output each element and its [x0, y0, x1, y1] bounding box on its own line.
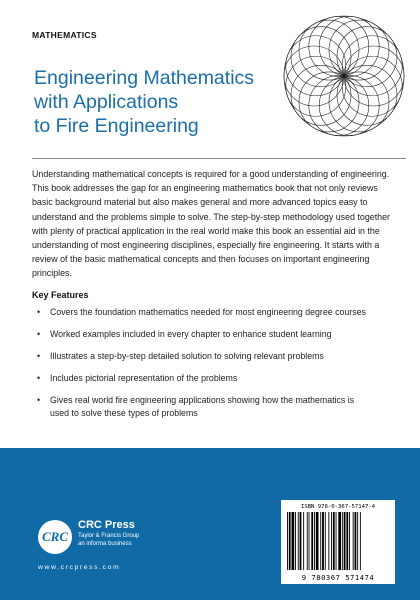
barcode-bar: [320, 512, 321, 570]
barcode-bar: [322, 512, 324, 570]
feature-text: Worked examples included in every chapter to enhance student learning: [50, 329, 332, 339]
title-line-3: to Fire Engineering: [34, 115, 199, 137]
bullet-icon: •: [37, 329, 41, 339]
divider-line: [32, 158, 406, 159]
barcode-bar: [333, 512, 335, 570]
bullet-icon: •: [37, 373, 41, 383]
list-item: [37, 328, 372, 341]
barcode-bar: [307, 512, 308, 570]
barcode-bar: [353, 512, 354, 570]
list-item: [37, 372, 372, 385]
barcode-bar: [360, 512, 361, 570]
bullet-icon: •: [37, 351, 41, 361]
key-features-list: [37, 306, 372, 429]
barcode-bar: [336, 512, 337, 570]
book-description: Understanding mathematical concepts is required for a good understanding of engineering. This book addresses the gap for an engineering mathematics book that not only reviews basic background material but also makes general and more advanced topics easy to understand and the problems simple to solve. The step-by-step methodology used together with plenty of practical application in the real world make this book an essential aid in the understanding of most engineering disciplines, especially fire engineering. It starts with a review of the basic mathematical concepts and then focuses on important engineering principles.: [32, 169, 391, 279]
feature-text: Gives real world fire engineering applications showing how the mathematics is used to solve these types of problems: [50, 395, 355, 419]
bullet-icon: •: [37, 307, 41, 317]
barcode-bar: [349, 512, 350, 570]
barcode-bar: [328, 512, 329, 570]
title-line-2: with Applications: [34, 91, 179, 113]
publisher-name: CRC Press: [78, 519, 135, 531]
publisher-website: www.crcpress.com: [38, 564, 121, 571]
publisher-group: Taylor & Francis Group: [78, 533, 140, 539]
list-item: [37, 394, 372, 421]
barcode-bar: [309, 512, 310, 570]
barcode-bar: [346, 512, 348, 570]
barcode-digits: 9 780367 571474: [301, 573, 375, 582]
barcode-bar: [331, 512, 332, 570]
barcode-bar: [325, 512, 326, 570]
barcode-bar: [303, 512, 304, 570]
barcode-bar: [287, 512, 288, 570]
barcode-bars-icon: [285, 512, 391, 570]
publisher-block: [78, 519, 139, 548]
barcode-bar: [316, 512, 319, 570]
publisher-business: an informa business: [78, 541, 132, 547]
crc-logo-icon: CRC: [38, 520, 72, 554]
barcode-bar: [300, 512, 302, 570]
key-features-heading: Key Features: [32, 290, 89, 300]
barcode-bar: [292, 512, 295, 570]
feature-text: Includes pictorial representation of the problems: [50, 373, 238, 383]
barcode-bar: [357, 512, 358, 570]
title-line-1: Engineering Mathematics: [34, 67, 255, 89]
barcode: [281, 500, 395, 584]
isbn-label: ISBN 978-0-367-57147-4: [300, 504, 376, 510]
barcode-bar: [298, 512, 299, 570]
book-title: [34, 66, 254, 138]
barcode-bar: [344, 512, 346, 570]
feature-text: Illustrates a step-by-step detailed solution to solving relevant problems: [50, 351, 324, 361]
barcode-bar: [338, 512, 341, 570]
rosette-ornament: [280, 12, 408, 140]
category-label: MATHEMATICS: [32, 30, 97, 40]
bullet-icon: •: [37, 395, 41, 405]
list-item: [37, 306, 372, 319]
barcode-bar: [342, 512, 343, 570]
barcode-bar: [311, 512, 313, 570]
feature-text: Covers the foundation mathematics needed for most engineering degree courses: [50, 307, 366, 317]
barcode-bar: [295, 512, 296, 570]
barcode-bar: [314, 512, 315, 570]
barcode-bar: [355, 512, 357, 570]
barcode-bar: [289, 512, 291, 570]
list-item: [37, 350, 372, 363]
